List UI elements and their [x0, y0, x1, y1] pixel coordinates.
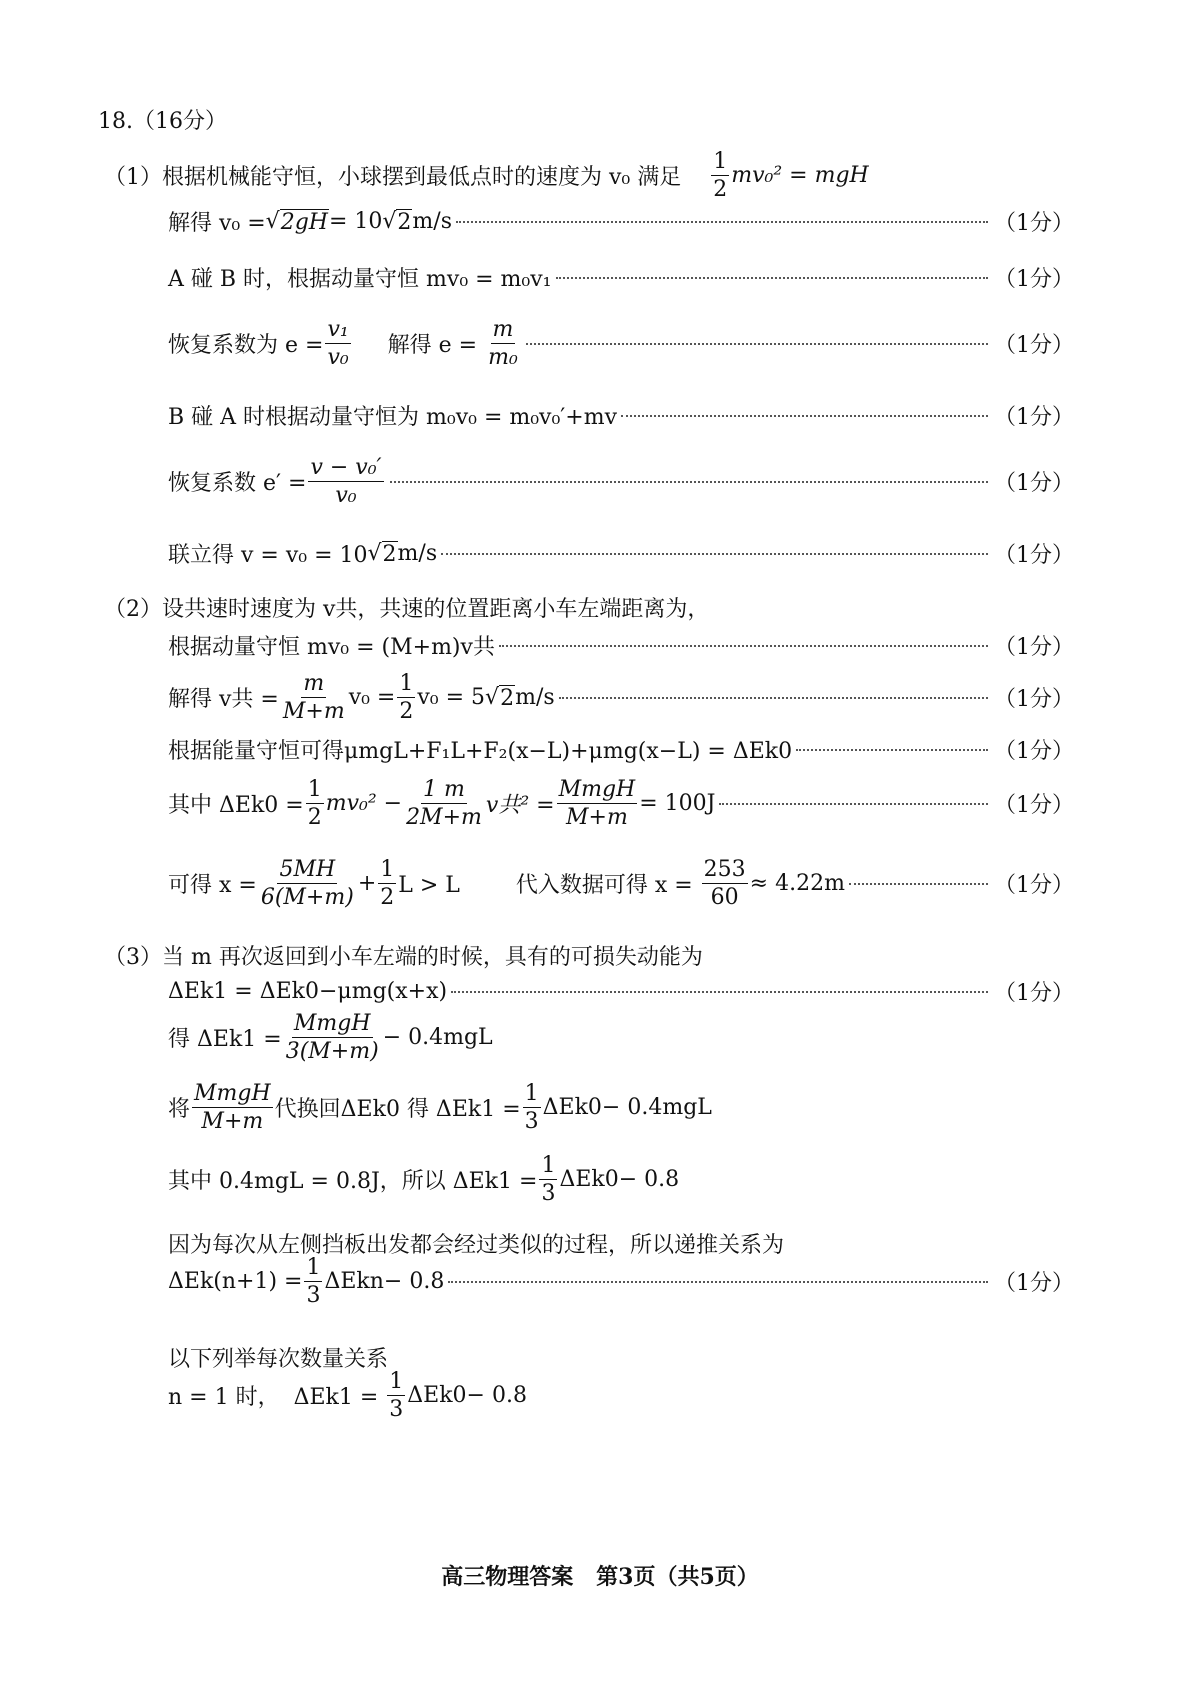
- score-label: （1分）: [994, 635, 1074, 660]
- score-label: （1分）: [994, 981, 1074, 1006]
- answer-line: 联立得 v = v₀ = 10 √ 2 m/s （1分）: [168, 538, 1074, 569]
- score-label: （1分）: [994, 873, 1074, 899]
- answer-line: 根据能量守恒可得μmgL+F₁L+F₂(x−L)+μmg(x−L) = ΔEk0 （1分）: [168, 734, 1074, 765]
- page-footer: 高三物理答案 第3页（共5页）: [441, 1564, 759, 1590]
- score-label: （1分）: [994, 793, 1074, 819]
- derivation-line: 将 $\frac{\text{MmgH}}{M+m}$ 代换回ΔEk0 得 ΔEk1 = $\frac{1}{3}$ ΔEk0− 0.4mgL: [168, 1081, 712, 1135]
- answer-line: A 碰 B 时，根据动量守恒 mv₀ = m₀v₁ （1分）: [168, 262, 1074, 293]
- score-label: （1分）: [994, 267, 1074, 292]
- answer-line: 恢复系数为 e = $\frac{\text{v₁}}{\text{v₀}}$ 解得 e = $\frac{m}{\text{m₀}}$ （1分）: [168, 317, 1074, 371]
- leader-dots: [448, 1281, 988, 1283]
- part1-intro-line: [104, 150, 869, 201]
- part3-intro: （3）当 m 再次返回到小车左端的时候，具有的可损失动能为: [104, 945, 703, 970]
- leader-dots: [441, 553, 988, 555]
- derivation-line: 得 ΔEk1 = $\frac{\text{MmgH}}{3(M+m)}$ − 0.4mgL: [168, 1011, 493, 1065]
- derivation-line: n = 1 时， ΔEk1 = $\frac{1}{3}$ ΔEk0− 0.8: [168, 1369, 527, 1423]
- leader-dots: [556, 277, 989, 279]
- leader-dots: [719, 803, 988, 805]
- answer-line: 解得 v共 = $\frac{m}{M+m}$ v₀ = $\frac{1}{2}$ v₀ = 5 √ 2 m/s （1分）: [168, 671, 1074, 725]
- answer-line: 其中 ΔEk0 = $\frac{1}{2}$ mv₀² − $\frac{1 m}{2M+m}$ v共² = $\frac{\text{MmgH}}{M+m}$ = 100J （1分）: [168, 777, 1074, 831]
- leader-dots: [526, 343, 988, 345]
- leader-dots: [559, 697, 988, 699]
- part1-intro: （1）根据机械能守恒，小球摆到最低点时的速度为 v₀ 满足: [104, 165, 682, 191]
- score-label: （1分）: [994, 405, 1074, 430]
- score-label: （1分）: [994, 543, 1074, 568]
- part2-intro: （2）设共速时速度为 v共，共速的位置距离小车左端距离为，: [104, 597, 710, 622]
- leader-dots: [796, 749, 988, 751]
- derivation-line: 其中 0.4mgL = 0.8J，所以 ΔEk1 = $\frac{1}{3}$ ΔEk0− 0.8: [168, 1153, 680, 1207]
- score-label: （1分）: [994, 687, 1074, 713]
- leader-dots: [456, 221, 988, 223]
- score-label: （1分）: [994, 739, 1074, 764]
- answer-line: ΔEk(n+1) = $\frac{1}{3}$ ΔEkn− 0.8 （1分）: [168, 1255, 1074, 1309]
- leader-dots: [390, 481, 988, 483]
- score-label: （1分）: [994, 211, 1074, 236]
- leader-dots: [621, 415, 988, 417]
- answer-line: 解得 v₀ = √ 2gH = 10 √ 2 m/s （1分）: [168, 206, 1074, 237]
- score-label: （1分）: [994, 1271, 1074, 1297]
- score-label: （1分）: [994, 471, 1074, 497]
- answer-line: ΔEk1 = ΔEk0−μmg(x+x) （1分）: [168, 976, 1074, 1007]
- leader-dots: [849, 883, 988, 885]
- answer-line: 恢复系数 e′ = $\frac{\text{v − v₀′}}{\text{v₀}}$ （1分）: [168, 455, 1074, 509]
- fraction: $\frac{1}{2}$: [713, 149, 728, 203]
- leader-dots: [451, 991, 988, 993]
- question-header: 18.（16分）: [98, 109, 227, 134]
- answer-line: 根据动量守恒 mv₀ = (M+m)v共 （1分）: [168, 630, 1074, 661]
- answer-line: B 碰 A 时根据动量守恒为 m₀v₀ = m₀v₀′+mv （1分）: [168, 400, 1074, 431]
- recurrence-intro: 因为每次从左侧挡板出发都会经过类似的过程，所以递推关系为: [168, 1233, 785, 1258]
- answer-line: 可得 x = $\frac{5MH}{6(M+m)}$ + $\frac{1}{2}$ L > L 代入数据可得 x = $\frac{253}{60}$ ≈ 4.22m （1分）: [168, 857, 1074, 911]
- leader-dots: [499, 645, 988, 647]
- equation-text: mv₀² = mgH: [731, 163, 869, 189]
- listing-intro: 以下列举每次数量关系: [168, 1347, 389, 1372]
- score-label: （1分）: [994, 333, 1074, 359]
